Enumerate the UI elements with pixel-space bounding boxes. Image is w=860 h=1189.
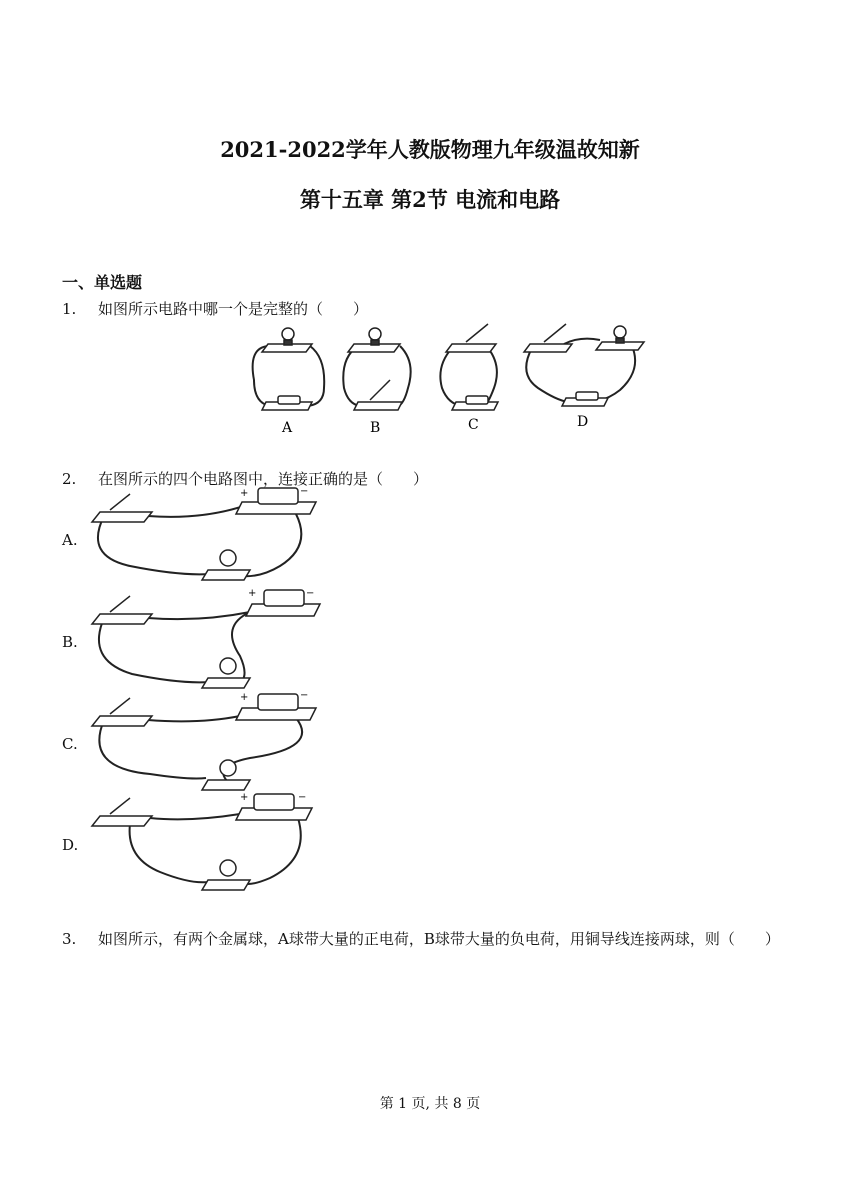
battery-minus: − xyxy=(300,486,309,497)
battery-minus: − xyxy=(306,588,315,599)
battery-plus: + xyxy=(240,488,249,499)
figure-label-d: D xyxy=(577,414,589,430)
question-text: 如图所示电路中哪一个是完整的（ ） xyxy=(98,300,369,318)
battery-plus: + xyxy=(240,692,249,703)
figure-label-b: B xyxy=(370,420,381,436)
question-3 xyxy=(62,927,852,951)
question-number: 2. xyxy=(62,470,77,488)
option-b-circuit xyxy=(90,586,330,694)
option-a-label[interactable]: A. xyxy=(62,531,78,549)
option-d-circuit xyxy=(90,788,330,896)
section-heading: 一、单选题 xyxy=(62,273,143,292)
battery-minus: − xyxy=(298,792,307,803)
question-number: 1. xyxy=(62,300,77,318)
option-b-label[interactable]: B. xyxy=(62,633,78,651)
q1-circuits-figure xyxy=(240,318,680,438)
option-c-label[interactable]: C. xyxy=(62,735,78,753)
question-text: 如图所示，有两个金属球，A球带大量的正电荷，B球带大量的负电荷，用铜导线连接两球，则（ ） xyxy=(98,930,780,948)
battery-plus: + xyxy=(248,588,257,599)
page-title: 2021-2022学年人教版物理九年级温故知新 xyxy=(220,137,640,162)
question-text: 在图所示的四个电路图中，连接正确的是（ ） xyxy=(98,470,429,488)
page-subtitle: 第十五章 第2节 电流和电路 xyxy=(299,187,561,212)
figure-label-a: A xyxy=(282,420,293,436)
option-a-circuit xyxy=(90,486,330,592)
question-number: 3. xyxy=(62,930,77,948)
page-footer: 第 1 页, 共 8 页 xyxy=(379,1096,481,1112)
option-c-circuit xyxy=(90,688,330,796)
battery-minus: − xyxy=(300,690,309,701)
figure-label-c: C xyxy=(468,417,479,433)
battery-plus: + xyxy=(240,792,249,803)
option-d-label[interactable]: D. xyxy=(62,836,79,854)
question-1 xyxy=(62,298,368,319)
